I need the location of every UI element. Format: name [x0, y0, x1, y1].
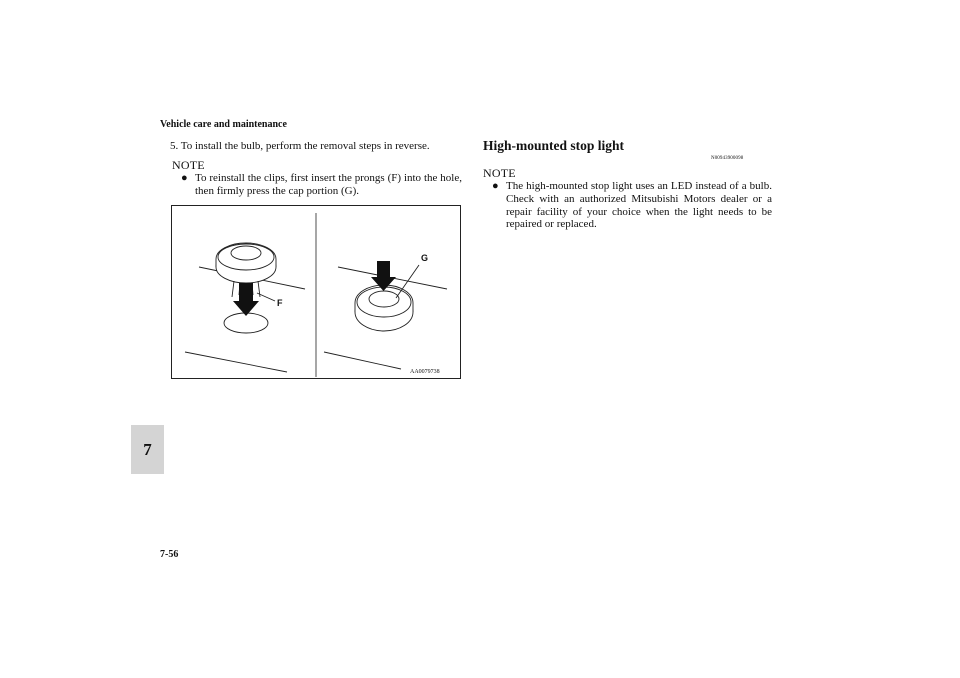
note-clip-install	[181, 172, 462, 198]
clip-installation-illustration	[171, 205, 461, 379]
note-bullet-row	[181, 172, 462, 198]
note-text-left: To reinstall the clips, first insert the prongs (F) into the hole, then firmly press the cap portion (G).	[195, 172, 462, 197]
label-f: F	[277, 298, 283, 308]
label-g: G	[421, 253, 429, 263]
section-title: High-mounted stop light	[483, 138, 625, 153]
section-code: N00943900098	[711, 156, 744, 161]
clip-cap-top	[218, 244, 274, 270]
chapter-tab-number: 7	[143, 440, 152, 459]
chapter-tab	[131, 425, 164, 474]
page-number: 7-56	[160, 549, 179, 560]
note-label-right: NOTE	[483, 166, 516, 180]
bullet-dot-icon: ●	[492, 180, 499, 192]
page-header: Vehicle care and maintenance	[160, 119, 287, 130]
figure-code: AA0079738	[410, 369, 440, 375]
note-led-stop-light	[492, 180, 772, 231]
clip-cap-upper	[357, 287, 411, 317]
note-text-right: The high-mounted stop light uses an LED instead of a bulb. Check with an authorized Mitsubishi Motors dealer or a repair facility of your choice when the light needs to be repaired or replaced.	[506, 180, 772, 231]
note-label-left: NOTE	[172, 158, 205, 172]
bullet-dot-icon: ●	[181, 172, 188, 184]
note-bullet-row	[492, 180, 772, 231]
step-5-text: 5. To install the bulb, perform the removal steps in reverse.	[170, 140, 430, 152]
